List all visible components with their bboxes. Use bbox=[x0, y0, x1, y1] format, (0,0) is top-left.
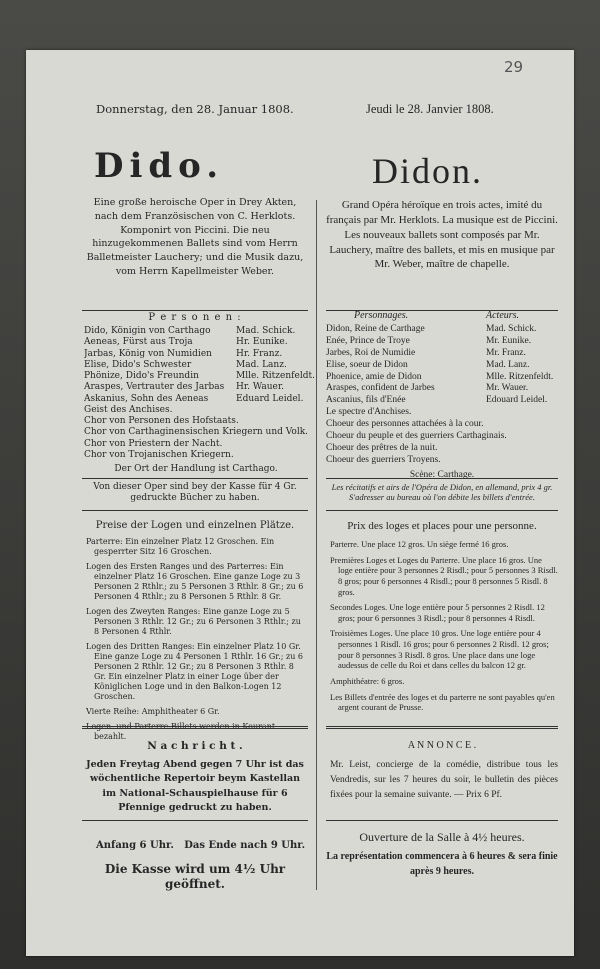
german-intro: Eine große heroische Oper in Drey Akten, nach dem Französischen von C. Herklots. Komponirt von Piccini. Die neu hinzugekommenen Ballets sind vom Herrn Balletmeister Lauchery; und die Musik dazu, vom Herrn Kapellmeister Weber. bbox=[86, 197, 304, 277]
cast-role: Elise, Dido's Schwester bbox=[84, 359, 192, 370]
french-title: Didon. bbox=[372, 151, 483, 191]
cast-chorus-line: Chor von Trojanischen Kriegern. bbox=[84, 449, 234, 460]
cast-actor: Mad. Schick. bbox=[236, 326, 296, 336]
price-entry: Vierte Reihe: Amphitheater 6 Gr. bbox=[86, 707, 220, 716]
cast-actor: Mr. Eunike. bbox=[486, 335, 532, 346]
french-prices-heading: Prix des loges et places pour une personne. bbox=[347, 520, 537, 532]
page-number: 29 bbox=[504, 58, 524, 76]
cast-role: Didon, Reine de Carthage bbox=[326, 324, 425, 334]
german-date: Donnerstag, den 28. Januar 1808. bbox=[96, 102, 294, 116]
german-rule-3 bbox=[82, 510, 308, 511]
cast-chorus-line: Chor von Priestern der Nacht. bbox=[84, 438, 223, 449]
price-entry: Logen des Zweyten Ranges: Eine ganze Loge zu 5 Personen 3 Rthlr. 12 Gr.; zu 6 Personen 3 Rthlr.; zu 8 Personen 4 Rthlr. bbox=[86, 607, 301, 636]
cast-chorus-line: Choeur des guerriers Troyens. bbox=[326, 454, 441, 465]
german-notice-heading: N a c h r i c h t . bbox=[147, 740, 243, 752]
price-entry: Parterre: Ein einzelner Platz 12 Groschen. Ein gesperrter Sitz 16 Groschen. bbox=[86, 537, 275, 556]
cast-row bbox=[84, 349, 308, 360]
cast-row bbox=[84, 371, 315, 382]
cast-role: Araspes, confident de Jarbes bbox=[326, 383, 435, 394]
french-rule-3 bbox=[326, 510, 558, 511]
cast-actor: Mad. Lanz. bbox=[236, 359, 287, 370]
cast-chorus-line: Choeur des personnes attachées à la cour. bbox=[326, 419, 484, 429]
cast-role: Enée, Prince de Troye bbox=[326, 335, 410, 346]
cast-row bbox=[84, 360, 308, 371]
french-cast-list bbox=[326, 324, 558, 481]
french-performance: La représentation commencera à 6 heures & sera finie après 9 heures. bbox=[326, 851, 558, 877]
french-acteurs-heading: Acteurs. bbox=[486, 310, 520, 321]
french-rule-5 bbox=[326, 820, 558, 821]
cast-actor: Eduard Leidel. bbox=[236, 393, 304, 404]
cast-chorus-line: Chor von Carthaginensischen Kriegern und Volk. bbox=[84, 427, 309, 438]
cast-role: Jarbas, König von Numidien bbox=[84, 348, 212, 359]
cast-actor: Mr. Franz. bbox=[486, 347, 526, 358]
price-entry: Secondes Loges. Une loge entière pour 5 personnes 2 Risdl. 12 gros; pour 6 personnes 3 Risdl.; pour 8 personnes 4 Risdl. bbox=[330, 602, 545, 623]
price-entry: Troisièmes Loges. Une place 10 gros. Une loge entière pour 4 personnes 1 Risdl. 16 gros; pour 6 personnes 2 Risdl. 12 gros; pour 8 personnes 3 Risdl. 8 gros. Une place dans une loge audessus de celle du Roi et dans celles du balcon 12 gr. bbox=[330, 628, 549, 671]
cast-role: Phönize, Dido's Freundin bbox=[84, 371, 199, 381]
cast-row bbox=[326, 395, 558, 407]
cast-actor: Mr. Wauer. bbox=[486, 383, 529, 394]
price-entry: Logen- und Parterre-Billets werden in Kourant bezahlt. bbox=[86, 722, 276, 741]
german-box-office: Die Kasse wird um 4½ Uhr geöffnet. bbox=[104, 862, 286, 891]
german-notice-text: Jeden Freytag Abend gegen 7 Uhr ist das wöchentliche Repertoir beym Kastellan im National-Schauspielhause für 6 Pfennige gedruckt zu haben. bbox=[86, 759, 304, 813]
french-personnages-heading: Personnages. bbox=[354, 310, 409, 321]
french-notice-heading: A N N O N C E . bbox=[407, 740, 477, 751]
scene-location: Scène: Carthage. bbox=[409, 469, 475, 480]
cast-role: Dido, Königin von Carthago bbox=[84, 326, 211, 336]
playbill-sheet bbox=[26, 50, 574, 956]
cast-actor: Hr. Eunike. bbox=[236, 337, 288, 348]
price-entry: Parterre. Une place 12 gros. Un siège fermé 16 gros. bbox=[330, 539, 509, 549]
column-divider bbox=[316, 200, 317, 890]
german-rule-4 bbox=[82, 726, 308, 729]
cast-actor: Mad. Lanz. bbox=[486, 359, 530, 370]
german-title: Dido. bbox=[94, 146, 225, 186]
cast-actor: Edouard Leidel. bbox=[486, 395, 548, 406]
cast-row bbox=[84, 337, 308, 348]
cast-row bbox=[84, 394, 308, 405]
french-rule-4 bbox=[326, 726, 558, 729]
german-prices-heading: Preise der Logen und einzelnen Plätze. bbox=[95, 520, 295, 531]
german-rule-1 bbox=[82, 310, 308, 311]
cast-chorus-line: Chor von Personen des Hofstaats. bbox=[84, 416, 239, 426]
price-entry: Amphithéatre: 6 gros. bbox=[330, 675, 405, 686]
french-rule-2 bbox=[326, 478, 558, 479]
cast-role: Elise, soeur de Didon bbox=[326, 359, 408, 370]
french-notice-text: Mr. Leist, concierge de la comédie, distribue tous les Vendredis, sur les 7 heures du soir, le bulletin des pièces fixées pour la semaine suivante. — Prix 6 Pf. bbox=[330, 760, 558, 801]
german-cast-heading: P e r s o n e n : bbox=[148, 312, 242, 323]
cast-role: Jarbes, Roi de Numidie bbox=[326, 347, 416, 358]
cast-actor: Hr. Wauer. bbox=[236, 382, 285, 393]
cast-chorus-line: Geist des Anchises. bbox=[84, 404, 173, 415]
cast-chorus-line: Choeur des prêtres de la nuit. bbox=[326, 442, 438, 453]
german-start-end: Anfang 6 Uhr. Das Ende nach 9 Uhr. bbox=[96, 840, 306, 851]
cast-role: Askanius, Sohn des Aeneas bbox=[84, 393, 209, 404]
cast-row bbox=[326, 336, 558, 348]
cast-chorus-line: Choeur du peuple et des guerriers Carthaginais. bbox=[326, 430, 507, 441]
german-rule-2 bbox=[82, 478, 308, 479]
scene-location: Der Ort der Handlung ist Carthago. bbox=[114, 464, 278, 474]
french-booklet-note: Les récitatifs et airs de l'Opéra de Didon, en allemand, prix 4 gr. S'adresser au bureau où l'on débite les billets d'entrée. bbox=[331, 482, 553, 503]
cast-role: Aeneas, Fürst aus Troja bbox=[84, 337, 193, 348]
cast-chorus-line: Le spectre d'Anchises. bbox=[326, 407, 412, 418]
price-entry: Premières Loges et Loges du Parterre. Une place 16 gros. Une loge entière pour 3 personnes 2 Risdl.; pour 5 personnes 3 Risdl. 8 gros; pour 6 personnes 4 Risdl.; pour 8 personnes 5 Risdl. 8 gros. bbox=[330, 554, 558, 597]
cast-row bbox=[84, 382, 308, 393]
german-rule-5 bbox=[82, 820, 308, 821]
cast-actor: Hr. Franz. bbox=[236, 348, 283, 359]
cast-row bbox=[326, 360, 558, 372]
french-intro: Grand Opéra héroïque en trois actes, imité du français par Mr. Herklots. La musique est de Piccini. Les nouveaux ballets sont composés par Mr. Lauchery, maître des ballets, et mis en musique par Mr. Weber, maître de chapelle. bbox=[326, 199, 558, 271]
french-prices-list bbox=[330, 539, 558, 718]
price-entry: Logen des Ersten Ranges und des Parterres: Ein einzelner Platz 16 Groschen. Eine ganze Loge zu 3 Personen 2 Rthlr.; zu 5 Personen 3 Rthlr. 8 Gr.; zu 6 Personen 4 Rthlr.; zu 8 Personen 5 Rthlr. 8 Gr. bbox=[86, 562, 304, 601]
german-cast-list bbox=[84, 326, 315, 475]
cast-actor: Mlle. Ritzenfeldt. bbox=[486, 371, 554, 382]
german-booklet-note: Von dieser Oper sind bey der Kasse für 4 Gr. gedruckte Bücher zu haben. bbox=[93, 482, 297, 503]
price-entry: Logen des Dritten Ranges: Ein einzelner Platz 10 Gr. Eine ganze Loge zu 4 Personen 1 Rthlr. 16 Gr.; zu 6 Personen 2 Rthlr. 12 Gr.; zu 8 Personen 3 Rthlr. 8 Gr. Ein einzelner Platz in einer Loge über der Königlichen Loge und in den Balkon-Logen 12 Groschen. bbox=[86, 642, 303, 701]
cast-row bbox=[326, 372, 558, 384]
cast-role: Ascanius, fils d'Enée bbox=[326, 395, 406, 406]
french-date: Jeudi le 28. Janvier 1808. bbox=[366, 102, 494, 116]
german-prices-list bbox=[86, 537, 308, 747]
cast-role: Phoenice, amie de Didon bbox=[326, 371, 422, 382]
french-opening: Ouverture de la Salle à 4½ heures. bbox=[359, 830, 525, 844]
cast-actor: Mlle. Ritzenfeldt. bbox=[236, 371, 315, 381]
price-entry: Les Billets d'entrée des loges et du parterre ne sont payables qu'en argent courant de Prusse. bbox=[330, 691, 555, 713]
cast-role: Araspes, Vertrauter des Jarbas bbox=[84, 382, 225, 393]
cast-row bbox=[326, 348, 558, 360]
cast-row bbox=[84, 326, 308, 337]
cast-actor: Mad. Schick. bbox=[486, 324, 537, 334]
cast-row bbox=[326, 324, 558, 336]
cast-row bbox=[326, 383, 558, 395]
